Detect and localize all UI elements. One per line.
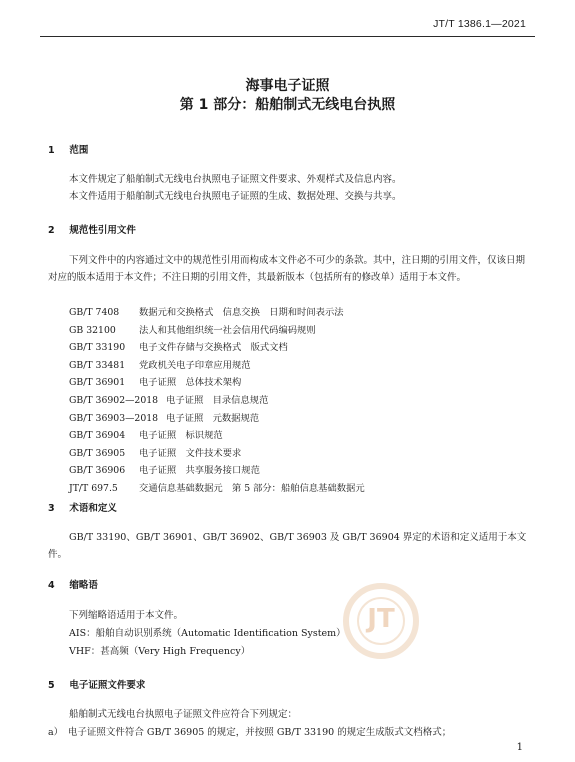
reference-title: 电子证照 标识规范: [139, 430, 223, 442]
header-divider: [40, 36, 535, 37]
standard-code: JT/T 1386.1—2021: [433, 18, 526, 30]
abbrev-ais: AIS：船舶自动识别系统（Automatic Identification System）: [69, 628, 346, 639]
watermark-text: JT: [367, 604, 395, 634]
reference-list: [69, 304, 365, 498]
terms-paragraph: GB/T 33190、GB/T 36901、GB/T 36902、GB/T 36903 及 GB/T 36904 界定的术语和定义适用于本文件。: [48, 532, 527, 560]
reference-item: [69, 410, 365, 428]
section-title: 电子证照文件要求: [69, 680, 146, 691]
section-title: 术语和定义: [69, 503, 117, 514]
reference-code: GB 32100: [69, 324, 116, 336]
requirements-intro: 船舶制式无线电台执照电子证照文件应符合下列规定：: [69, 709, 298, 720]
reference-code: GB/T 36903—2018: [69, 412, 159, 424]
reference-code: GB/T 36904: [69, 430, 126, 442]
normative-intro: 下列文件中的内容通过文中的规范性引用而构成本文件必不可少的条款。其中，注日期的引用文件，仅该日期对应的版本适用于本文件；不注日期的引用文件，其最新版本（包括所有的修改单）适用于本文件。: [48, 255, 526, 283]
reference-item: [69, 445, 365, 463]
reference-title: 电子证照 总体技术架构: [139, 377, 242, 389]
reference-title: 电子证照 共享服务接口规范: [139, 465, 260, 477]
page-number: 1: [516, 742, 523, 753]
reference-item: [69, 392, 365, 410]
reference-item: [69, 462, 365, 480]
abbrev-intro: 下列缩略语适用于本文件。: [69, 610, 184, 621]
section-title: 规范性引用文件: [69, 225, 136, 236]
section-title: 范围: [69, 145, 89, 156]
section-heading-5: [48, 677, 145, 691]
reference-code: JT/T 697.5: [69, 482, 118, 494]
section-number: 2: [48, 225, 55, 236]
reference-item: [69, 480, 365, 498]
section-number: 5: [48, 680, 55, 691]
reference-title: 数据元和交换格式 信息交换 日期和时间表示法: [139, 307, 344, 318]
abbrev-vhf: VHF：甚高频（Very High Frequency）: [69, 646, 251, 657]
section-number: 1: [48, 145, 55, 156]
reference-code: GB/T 36906: [69, 465, 126, 477]
scope-paragraph-1: 本文件规定了船舶制式无线电台执照电子证照文件要求、外观样式及信息内容。: [69, 174, 402, 185]
reference-code: GB/T 36902—2018: [69, 394, 159, 406]
reference-title: 交通信息基础数据元 第 5 部分：船舶信息基础数据元: [139, 482, 365, 494]
document-subtitle: 第 1 部分：船舶制式无线电台执照: [179, 97, 396, 113]
section-number: 4: [48, 580, 55, 591]
reference-item: [69, 322, 365, 340]
section-heading-4: [48, 577, 98, 591]
reference-title: 法人和其他组织统一社会信用代码编码规则: [139, 324, 316, 336]
section-heading-1: [48, 142, 88, 156]
reference-code: GB/T 33190: [69, 342, 126, 354]
reference-code: GB/T 36905: [69, 447, 126, 459]
reference-item: [69, 339, 365, 357]
section-heading-3: [48, 500, 117, 514]
section-number: 3: [48, 503, 55, 514]
scope-paragraph-2: 本文件适用于船舶制式无线电台执照电子证照的生成、数据处理、交换与共享。: [69, 191, 402, 202]
reference-title: 电子文件存储与交换格式 版式文档: [139, 342, 288, 354]
reference-item: [69, 304, 365, 322]
reference-title: 党政机关电子印章应用规范: [139, 359, 251, 371]
reference-code: GB/T 33481: [69, 359, 126, 371]
reference-title: 电子证照 文件技术要求: [139, 447, 242, 459]
reference-title: 电子证照 目录信息规范: [166, 394, 269, 406]
section-title: 缩略语: [69, 580, 98, 591]
reference-title: 电子证照 元数据规范: [166, 412, 260, 424]
reference-code: GB/T 7408: [69, 307, 120, 318]
reference-item: [69, 427, 365, 445]
document-title: 海事电子证照: [245, 78, 330, 94]
reference-code: GB/T 36901: [69, 377, 126, 389]
reference-item: [69, 357, 365, 375]
requirement-item-a: a） 电子证照文件符合 GB/T 36905 的规定，并按照 GB/T 33190 的规定生成版式文档格式；: [48, 727, 452, 738]
section-heading-2: [48, 222, 136, 236]
reference-item: [69, 374, 365, 392]
